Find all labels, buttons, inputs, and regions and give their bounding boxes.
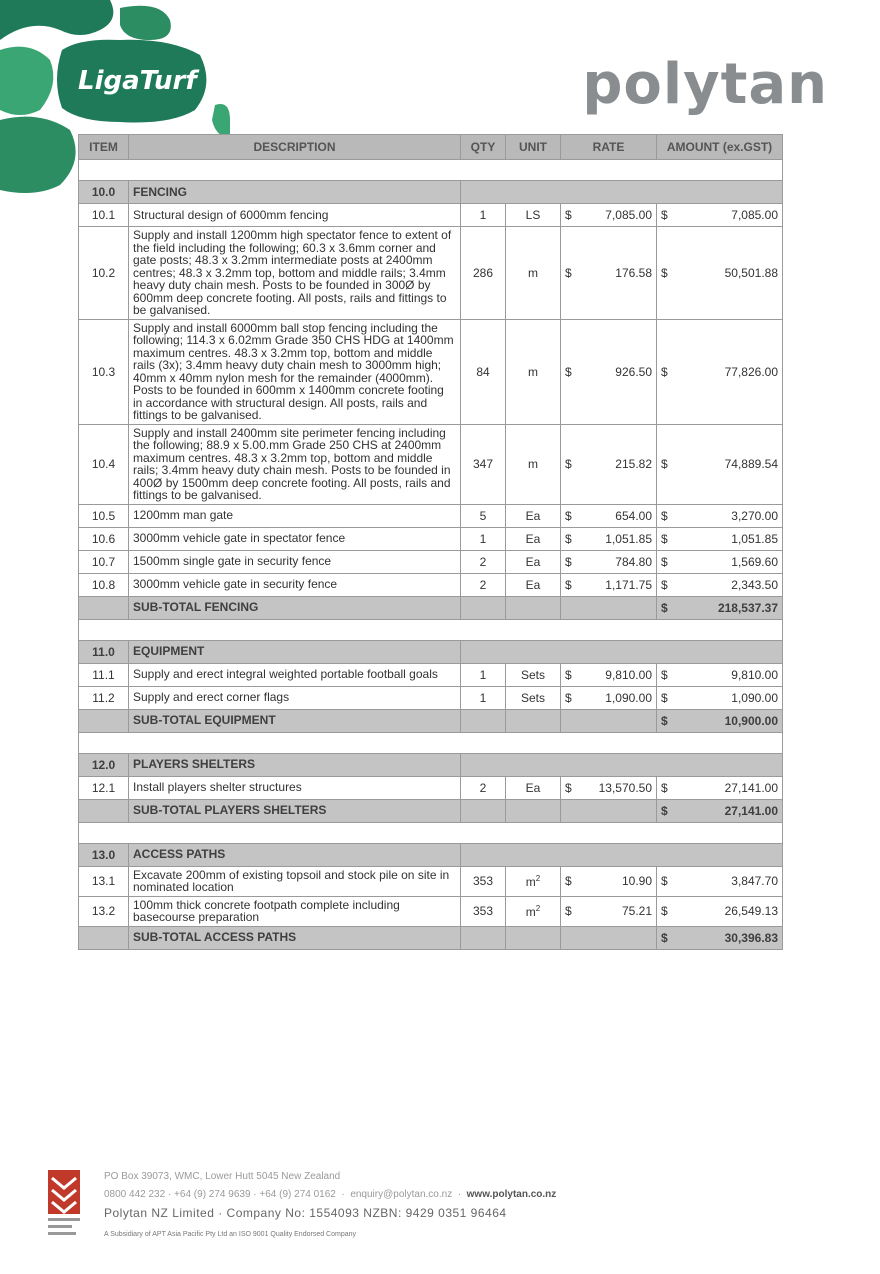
subtotal-currency: $	[657, 596, 679, 619]
spacer-cell	[79, 732, 783, 753]
item-description: Structural design of 6000mm fencing	[129, 204, 461, 227]
item-unit-text: Sets	[520, 667, 545, 682]
section-name: EQUIPMENT	[129, 640, 461, 663]
item-qty: 2	[461, 550, 506, 573]
amount-currency: $	[657, 204, 679, 227]
item-qty: 353	[461, 866, 506, 896]
item-number: 10.6	[79, 527, 129, 550]
item-description: Supply and erect corner flags	[129, 686, 461, 709]
amount-currency: $	[657, 776, 679, 799]
table-row	[79, 319, 783, 424]
item-unit-superscript: 2	[535, 903, 541, 913]
item-amount: 1,569.60	[679, 550, 783, 573]
subtotal-row	[79, 596, 783, 619]
rate-currency: $	[561, 424, 583, 504]
iso-quality-badge	[48, 1170, 80, 1238]
subtotal-empty	[79, 926, 129, 949]
header-rate: RATE	[561, 135, 657, 160]
subtotal-filler-unit	[506, 926, 561, 949]
section-header-row	[79, 753, 783, 776]
table-row	[79, 227, 783, 320]
subtotal-filler-qty	[461, 596, 506, 619]
item-number: 10.7	[79, 550, 129, 573]
item-description: Supply and erect integral weighted portable football goals	[129, 663, 461, 686]
subtotal-amount: 27,141.00	[679, 799, 783, 822]
item-description: Install players shelter structures	[129, 776, 461, 799]
footer-company: Polytan NZ Limited · Company No: 1554093 NZBN: 9429 0351 96464	[104, 1206, 507, 1220]
item-unit	[506, 227, 561, 320]
item-qty: 5	[461, 504, 506, 527]
table-row	[79, 424, 783, 504]
amount-currency: $	[657, 504, 679, 527]
item-number: 10.1	[79, 204, 129, 227]
item-rate: 1,171.75	[583, 573, 657, 596]
item-unit	[506, 776, 561, 799]
item-amount: 1,090.00	[679, 686, 783, 709]
item-rate: 7,085.00	[583, 204, 657, 227]
subtotal-filler-qty	[461, 926, 506, 949]
table-row	[79, 550, 783, 573]
item-rate: 926.50	[583, 319, 657, 424]
footer	[104, 1168, 556, 1244]
rate-currency: $	[561, 227, 583, 320]
section-filler	[461, 843, 783, 866]
item-unit	[506, 866, 561, 896]
item-amount: 27,141.00	[679, 776, 783, 799]
section-header-row	[79, 843, 783, 866]
item-unit-text: LS	[525, 208, 541, 222]
section-spacer	[79, 822, 783, 843]
item-description: Supply and install 6000mm ball stop fencing including the following; 114.3 x 6.02mm Grade 350 CHS HDG at 1400mm maximum centres. 48.3 x 3.2mm top, bottom and middle rails (3x); 3.4mm heavy duty chain mesh to 3000mm high; 40mm x 40mm nylon mesh for the remainder (4000mm). Posts to be founded in 600mm x 1400mm concrete footing in accordance with structural design. All posts, rails and fittings to be galvanised.	[129, 319, 461, 424]
subtotal-filler-rate	[561, 926, 657, 949]
section-filler	[461, 181, 783, 204]
section-number: 10.0	[79, 181, 129, 204]
item-unit	[506, 424, 561, 504]
item-amount: 9,810.00	[679, 663, 783, 686]
subtotal-row	[79, 799, 783, 822]
subtotal-label: SUB-TOTAL EQUIPMENT	[129, 709, 461, 732]
item-rate: 654.00	[583, 504, 657, 527]
spacer-cell	[79, 822, 783, 843]
item-qty: 1	[461, 663, 506, 686]
subtotal-label: SUB-TOTAL FENCING	[129, 596, 461, 619]
rate-currency: $	[561, 866, 583, 896]
section-number: 13.0	[79, 843, 129, 866]
table-row	[79, 686, 783, 709]
item-description: 100mm thick concrete footpath complete including basecourse preparation	[129, 896, 461, 926]
quote-table	[78, 134, 783, 950]
item-unit-text: Sets	[520, 690, 545, 705]
section-number: 11.0	[79, 640, 129, 663]
item-amount: 50,501.88	[679, 227, 783, 320]
item-amount: 2,343.50	[679, 573, 783, 596]
section-spacer	[79, 619, 783, 640]
item-qty: 2	[461, 573, 506, 596]
item-unit	[506, 573, 561, 596]
subtotal-filler-unit	[506, 596, 561, 619]
item-amount: 26,549.13	[679, 896, 783, 926]
subtotal-filler-rate	[561, 799, 657, 822]
header-unit: UNIT	[506, 135, 561, 160]
item-unit-text: Ea	[525, 508, 541, 523]
rate-currency: $	[561, 204, 583, 227]
rate-currency: $	[561, 663, 583, 686]
item-amount: 77,826.00	[679, 319, 783, 424]
item-qty: 1	[461, 527, 506, 550]
item-number: 10.8	[79, 573, 129, 596]
item-rate: 10.90	[583, 866, 657, 896]
table-row	[79, 573, 783, 596]
amount-currency: $	[657, 319, 679, 424]
item-unit-text: m	[528, 364, 538, 379]
section-spacer	[79, 732, 783, 753]
section-header-row	[79, 181, 783, 204]
item-number: 10.4	[79, 424, 129, 504]
rate-currency: $	[561, 896, 583, 926]
table-row	[79, 663, 783, 686]
item-qty: 1	[461, 204, 506, 227]
item-qty: 2	[461, 776, 506, 799]
amount-currency: $	[657, 686, 679, 709]
table-row	[79, 527, 783, 550]
subtotal-currency: $	[657, 799, 679, 822]
item-unit	[506, 663, 561, 686]
amount-currency: $	[657, 573, 679, 596]
rate-currency: $	[561, 319, 583, 424]
item-description: Supply and install 2400mm site perimeter fencing including the following; 88.9 x 5.00.mm Grade 250 CHS at 2400mm maximum centres. 48.3 x 3.2mm top, bottom and middle rails; 3.4mm heavy duty chain mesh. Posts to be founded in 400Ø by 1500mm deep concrete footing. All posts, rails and fittings to be galvanised.	[129, 424, 461, 504]
subtotal-currency: $	[657, 926, 679, 949]
table-body	[79, 160, 783, 950]
subtotal-empty	[79, 799, 129, 822]
section-number: 12.0	[79, 753, 129, 776]
item-description: Supply and install 1200mm high spectator fence to extent of the field including the following; 60.3 x 3.6mm corner and gate posts; 48.3 x 3.2mm intermediate posts at 2400mm centres; 48.3 x 3.2mm top, bottom and middle rails; 3.4mm heavy duty chain mesh. Posts to be founded in 300Ø by 600mm deep concrete footing. All posts, rails and fittings to be galvanised.	[129, 227, 461, 320]
footer-website[interactable]: www.polytan.co.nz	[466, 1189, 557, 1200]
item-amount: 3,847.70	[679, 866, 783, 896]
section-filler	[461, 640, 783, 663]
header-qty: QTY	[461, 135, 506, 160]
header-description: DESCRIPTION	[129, 135, 461, 160]
item-number: 11.2	[79, 686, 129, 709]
item-unit-text: Ea	[525, 554, 541, 569]
item-number: 12.1	[79, 776, 129, 799]
item-unit-superscript: 2	[535, 873, 541, 883]
amount-currency: $	[657, 663, 679, 686]
subtotal-empty	[79, 596, 129, 619]
rate-currency: $	[561, 550, 583, 573]
item-rate: 75.21	[583, 896, 657, 926]
subtotal-currency: $	[657, 709, 679, 732]
item-unit	[506, 550, 561, 573]
rate-currency: $	[561, 504, 583, 527]
footer-contact: 0800 442 232 · +64 (9) 274 9639 · +64 (9) 274 0162 · enquiry@polytan.co.nz · www.polytan.co.nz	[104, 1189, 557, 1200]
item-number: 13.1	[79, 866, 129, 896]
item-unit-text: m	[525, 904, 536, 919]
item-rate: 13,570.50	[583, 776, 657, 799]
item-qty: 353	[461, 896, 506, 926]
item-description: 1200mm man gate	[129, 504, 461, 527]
table-header-row	[79, 135, 783, 160]
amount-currency: $	[657, 866, 679, 896]
item-unit-text: Ea	[525, 531, 541, 546]
header-item: ITEM	[79, 135, 129, 160]
item-rate: 215.82	[583, 424, 657, 504]
amount-currency: $	[657, 227, 679, 320]
section-name: PLAYERS SHELTERS	[129, 753, 461, 776]
table-row	[79, 776, 783, 799]
section-header-row	[79, 640, 783, 663]
item-amount: 74,889.54	[679, 424, 783, 504]
section-name: ACCESS PATHS	[129, 843, 461, 866]
item-number: 13.2	[79, 896, 129, 926]
subtotal-label: SUB-TOTAL PLAYERS SHELTERS	[129, 799, 461, 822]
polytan-logo: polytan	[582, 52, 828, 117]
section-spacer	[79, 160, 783, 181]
subtotal-filler-unit	[506, 799, 561, 822]
item-rate: 176.58	[583, 227, 657, 320]
item-rate: 1,090.00	[583, 686, 657, 709]
subtotal-row	[79, 926, 783, 949]
rate-currency: $	[561, 686, 583, 709]
item-qty: 286	[461, 227, 506, 320]
item-number: 10.2	[79, 227, 129, 320]
ligaturf-wordmark: LigaTurf	[78, 66, 197, 96]
section-name: FENCING	[129, 181, 461, 204]
footer-phones: 0800 442 232 · +64 (9) 274 9639 · +64 (9) 274 0162	[104, 1189, 336, 1200]
subtotal-filler-qty	[461, 799, 506, 822]
subtotal-filler-rate	[561, 596, 657, 619]
item-number: 10.5	[79, 504, 129, 527]
item-description: 3000mm vehicle gate in security fence	[129, 573, 461, 596]
table-row	[79, 504, 783, 527]
amount-currency: $	[657, 896, 679, 926]
item-unit	[506, 527, 561, 550]
item-amount: 1,051.85	[679, 527, 783, 550]
header-amount: AMOUNT (ex.GST)	[657, 135, 783, 160]
item-qty: 1	[461, 686, 506, 709]
section-filler	[461, 753, 783, 776]
item-unit-text: Ea	[525, 780, 541, 795]
amount-currency: $	[657, 424, 679, 504]
subtotal-row	[79, 709, 783, 732]
subtotal-empty	[79, 709, 129, 732]
item-rate: 9,810.00	[583, 663, 657, 686]
subtotal-filler-qty	[461, 709, 506, 732]
footer-email[interactable]: enquiry@polytan.co.nz	[350, 1189, 453, 1200]
item-description: Excavate 200mm of existing topsoil and stock pile on site in nominated location	[129, 866, 461, 896]
item-unit	[506, 319, 561, 424]
subtotal-label: SUB-TOTAL ACCESS PATHS	[129, 926, 461, 949]
item-number: 11.1	[79, 663, 129, 686]
spacer-cell	[79, 619, 783, 640]
rate-currency: $	[561, 573, 583, 596]
item-rate: 784.80	[583, 550, 657, 573]
item-number: 10.3	[79, 319, 129, 424]
amount-currency: $	[657, 527, 679, 550]
item-unit-text: m	[528, 265, 538, 280]
subtotal-filler-unit	[506, 709, 561, 732]
item-amount: 7,085.00	[679, 204, 783, 227]
item-rate: 1,051.85	[583, 527, 657, 550]
amount-currency: $	[657, 550, 679, 573]
item-qty: 84	[461, 319, 506, 424]
table-row	[79, 866, 783, 896]
subtotal-amount: 10,900.00	[679, 709, 783, 732]
item-unit-text: m	[528, 457, 538, 471]
table-row	[79, 896, 783, 926]
item-unit-text: Ea	[525, 577, 541, 592]
footer-subsidiary: A Subsidiary of APT Asia Pacific Pty Ltd an ISO 9001 Quality Endorsed Company	[104, 1231, 357, 1238]
rate-currency: $	[561, 527, 583, 550]
rate-currency: $	[561, 776, 583, 799]
item-unit	[506, 204, 561, 227]
table-row	[79, 204, 783, 227]
item-unit	[506, 504, 561, 527]
subtotal-amount: 218,537.37	[679, 596, 783, 619]
item-unit-text: m	[525, 874, 536, 889]
item-description: 3000mm vehicle gate in spectator fence	[129, 527, 461, 550]
item-unit	[506, 896, 561, 926]
item-amount: 3,270.00	[679, 504, 783, 527]
subtotal-amount: 30,396.83	[679, 926, 783, 949]
footer-address: PO Box 39073, WMC, Lower Hutt 5045 New Zealand	[104, 1171, 341, 1182]
spacer-cell	[79, 160, 783, 181]
subtotal-filler-rate	[561, 709, 657, 732]
item-description: 1500mm single gate in security fence	[129, 550, 461, 573]
item-qty: 347	[461, 424, 506, 504]
item-unit	[506, 686, 561, 709]
